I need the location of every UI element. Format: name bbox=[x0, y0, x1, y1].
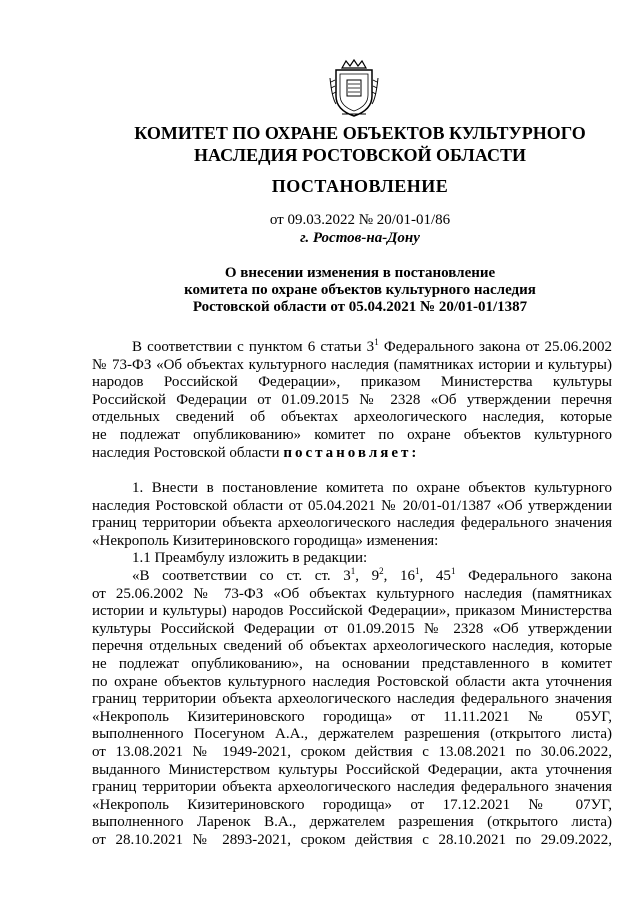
quote-line: выполненного Посегуном А.А., держателем разрешения (открытого листа) bbox=[92, 726, 612, 743]
item-line: границ территории объекта археологического наследия федерального значения bbox=[92, 515, 612, 532]
document-subject bbox=[80, 265, 640, 316]
preamble-line: отдельных сведений об объектах археологического наследия, которые bbox=[92, 409, 612, 426]
quote-line: «В соответствии со ст. ст. $3^1$, $9^2$, $16^1$, $45^1$ Федерального закона bbox=[132, 565, 613, 584]
subitem-1-1: 1.1 Преамбулу изложить в редакции: bbox=[132, 550, 368, 567]
quote-line: перечня отдельных сведений об объектах археологического наследия, которые bbox=[92, 638, 612, 655]
agency-name bbox=[80, 122, 640, 166]
quote-line: по охране объектов культурного наследия Ростовской области акта уточнения bbox=[92, 673, 612, 690]
quote-line: выданного Министерством культуры Российской Федерации, акта уточнения bbox=[92, 761, 612, 778]
quote-line: «Некрополь Кизитериновского городища» от 11.11.2021 № 05УГ, bbox=[92, 708, 612, 725]
item-1-paragraph bbox=[92, 480, 612, 849]
preamble-line: не подлежат опубликованию» комитет по охране объектов культурного bbox=[92, 426, 612, 443]
document-city: г. Ростов-на-Дону bbox=[300, 230, 420, 246]
document-date-number: от 09.03.2022 № 20/01-01/86 bbox=[269, 212, 451, 228]
subject-line3: Ростовской области от 05.04.2021 № 20/01-01/1387 bbox=[192, 299, 528, 315]
quote-line: культуры Российской Федерации от 01.09.2015 № 2328 «Об утверждении bbox=[92, 620, 612, 637]
preamble-line: наследия Ростовской области постановляет: bbox=[92, 444, 420, 461]
coat-of-arms-emblem bbox=[328, 58, 380, 120]
quote-line: от 25.06.2002 № 73-ФЗ «Об объектах культурного наследия (памятниках bbox=[92, 585, 612, 602]
quote-line: от 13.08.2021 № 1949-2021, сроком действия с 13.08.2021 по 30.06.2022, bbox=[92, 743, 612, 760]
quote-line: границ территории объекта археологического наследия федерального значения bbox=[92, 779, 612, 796]
preamble-paragraph bbox=[92, 339, 612, 462]
preamble-line: народов Российской Федерации», приказом Министерства культуры bbox=[92, 374, 612, 391]
decree-keyword: постановляет: bbox=[283, 444, 420, 461]
quote-line: «Некрополь Кизитериновского городища» от 17.12.2021 № 07УГ, bbox=[92, 796, 612, 813]
agency-name-line2: НАСЛЕДИЯ РОСТОВСКОЙ ОБЛАСТИ bbox=[194, 145, 526, 165]
item-line: 1. Внести в постановление комитета по охране объектов культурного bbox=[132, 480, 612, 496]
quote-line: выполненного Ларенок В.А., держателем разрешения (открытого листа) bbox=[92, 814, 612, 831]
preamble-line: В соответствии с пунктом 6 статьи $3^1$ Федерального закона от 25.06.2002 bbox=[132, 337, 612, 355]
item-line: «Некрополь Кизитериновского городища» изменения: bbox=[92, 532, 439, 549]
quote-line: границ территории объекта археологического наследия федерального значения bbox=[92, 691, 612, 708]
item-line: наследия Ростовской области от 05.04.2021 № 20/01-01/1387 «Об утверждении bbox=[92, 497, 612, 514]
quote-line: не подлежат опубликованию», на основании представленного в комитет bbox=[92, 655, 612, 672]
document-type: ПОСТАНОВЛЕНИЕ bbox=[271, 176, 449, 196]
agency-name-line1: КОМИТЕТ ПО ОХРАНЕ ОБЪЕКТОВ КУЛЬТУРНОГО bbox=[134, 123, 586, 143]
preamble-line: Российской Федерации от 01.09.2015 № 2328 «Об утверждении перечня bbox=[92, 391, 612, 408]
subject-line2: комитета по охране объектов культурного наследия bbox=[184, 282, 536, 298]
preamble-line: № 73-ФЗ «Об объектах культурного наследия (памятниках истории и культуры) bbox=[92, 356, 612, 373]
subject-line1: О внесении изменения в постановление bbox=[224, 265, 496, 281]
quote-line: от 28.10.2021 № 2893-2021, сроком действия с 28.10.2021 по 29.09.2022, bbox=[92, 831, 612, 848]
quote-line: истории и культуры) народов Российской Федерации», приказом Министерства bbox=[92, 603, 612, 620]
